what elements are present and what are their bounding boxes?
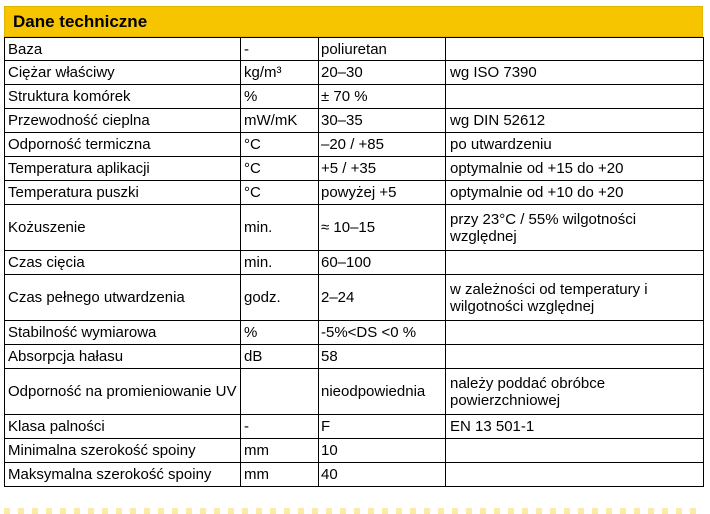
param-note: po utwardzeniu	[446, 133, 704, 157]
param-name: Odporność termiczna	[5, 133, 241, 157]
param-unit: -	[241, 415, 319, 439]
table-row	[5, 415, 704, 439]
param-note	[446, 85, 704, 109]
param-name: Baza	[5, 38, 241, 61]
param-unit: %	[241, 321, 319, 345]
param-note: wg ISO 7390	[446, 61, 704, 85]
table-row	[5, 345, 704, 369]
param-name: Klasa palności	[5, 415, 241, 439]
table-row	[5, 157, 704, 181]
param-note	[446, 345, 704, 369]
param-unit: -	[241, 38, 319, 61]
table-row	[5, 251, 704, 275]
param-value: –20 / +85	[319, 133, 446, 157]
param-unit: mm	[241, 463, 319, 487]
param-name: Temperatura aplikacji	[5, 157, 241, 181]
param-unit: %	[241, 85, 319, 109]
param-unit	[241, 369, 319, 415]
param-note	[446, 463, 704, 487]
param-value: F	[319, 415, 446, 439]
param-name: Stabilność wymiarowa	[5, 321, 241, 345]
param-value: ± 70 %	[319, 85, 446, 109]
param-note: wg DIN 52612	[446, 109, 704, 133]
table-row	[5, 61, 704, 85]
param-value: ≈ 10–15	[319, 205, 446, 251]
table-row	[5, 181, 704, 205]
table-row	[5, 275, 704, 321]
table-row	[5, 321, 704, 345]
param-value: 58	[319, 345, 446, 369]
param-unit: °C	[241, 181, 319, 205]
param-unit: mm	[241, 439, 319, 463]
table-row	[5, 109, 704, 133]
table-row	[5, 205, 704, 251]
table-row	[5, 38, 704, 61]
table-row	[5, 133, 704, 157]
param-name: Przewodność cieplna	[5, 109, 241, 133]
table-header	[4, 6, 703, 37]
param-name: Maksymalna szerokość spoiny	[5, 463, 241, 487]
param-value: 40	[319, 463, 446, 487]
param-name: Czas pełnego utwardzenia	[5, 275, 241, 321]
param-name: Temperatura puszki	[5, 181, 241, 205]
param-unit: °C	[241, 133, 319, 157]
param-note: EN 13 501-1	[446, 415, 704, 439]
param-name: Struktura komórek	[5, 85, 241, 109]
table-row	[5, 463, 704, 487]
param-value: 10	[319, 439, 446, 463]
param-note	[446, 321, 704, 345]
decorative-stripe	[4, 508, 703, 514]
param-note: optymalnie od +10 do +20	[446, 181, 704, 205]
param-unit: dB	[241, 345, 319, 369]
param-name: Odporność na promieniowanie UV	[5, 369, 241, 415]
param-name: Ciężar właściwy	[5, 61, 241, 85]
param-unit: min.	[241, 205, 319, 251]
param-value: +5 / +35	[319, 157, 446, 181]
param-value: nieodpowiednia	[319, 369, 446, 415]
param-unit: godz.	[241, 275, 319, 321]
param-name: Minimalna szerokość spoiny	[5, 439, 241, 463]
param-note	[446, 38, 704, 61]
technical-data-panel	[4, 6, 703, 487]
param-value: 2–24	[319, 275, 446, 321]
table-title: Dane techniczne	[13, 11, 148, 31]
param-name: Absorpcja hałasu	[5, 345, 241, 369]
param-unit: min.	[241, 251, 319, 275]
param-value: powyżej +5	[319, 181, 446, 205]
param-note: przy 23°C / 55% wilgotności względnej	[446, 205, 704, 251]
param-unit: kg/m³	[241, 61, 319, 85]
param-note: optymalnie od +15 do +20	[446, 157, 704, 181]
param-value: 60–100	[319, 251, 446, 275]
param-note: należy poddać obróbce powierzchniowej	[446, 369, 704, 415]
param-value: 30–35	[319, 109, 446, 133]
param-unit: °C	[241, 157, 319, 181]
param-name: Kożuszenie	[5, 205, 241, 251]
param-unit: mW/mK	[241, 109, 319, 133]
param-note	[446, 439, 704, 463]
table-row	[5, 369, 704, 415]
table-row	[5, 85, 704, 109]
param-value: -5%<DS <0 %	[319, 321, 446, 345]
table-row	[5, 439, 704, 463]
param-note	[446, 251, 704, 275]
param-value: 20–30	[319, 61, 446, 85]
param-note: w zależności od temperatury i wilgotności względnej	[446, 275, 704, 321]
param-value: poliuretan	[319, 38, 446, 61]
technical-data-table	[4, 37, 704, 487]
param-name: Czas cięcia	[5, 251, 241, 275]
